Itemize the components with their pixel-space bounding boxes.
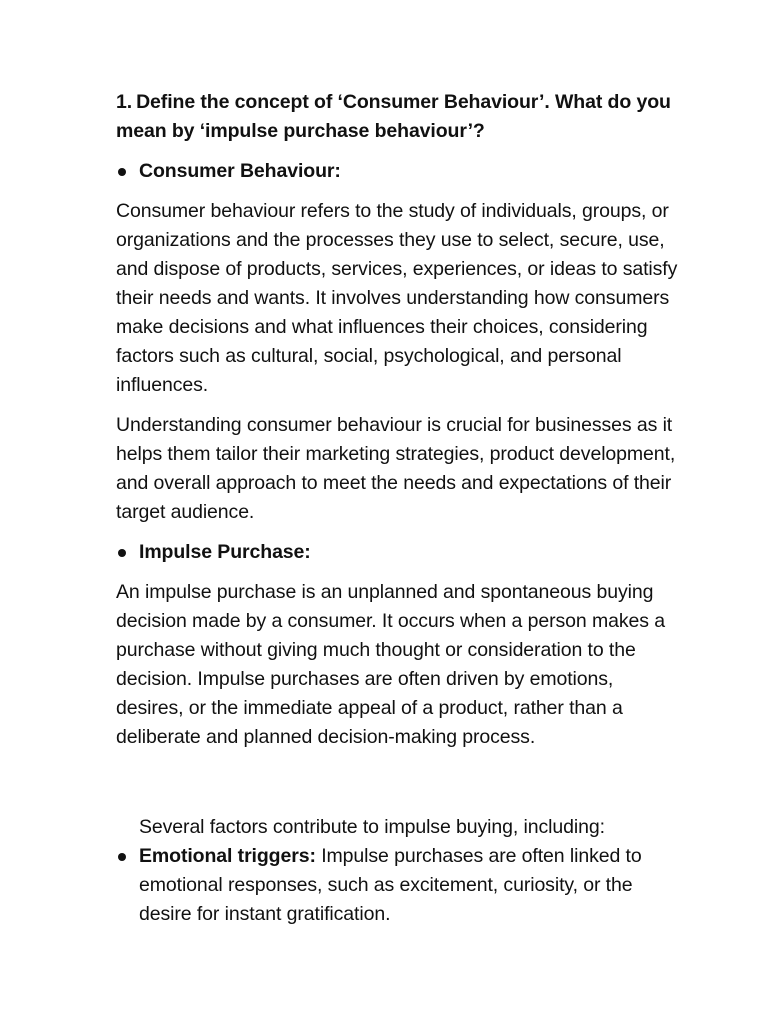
question-heading [116, 88, 678, 146]
bullet-emotional-triggers [116, 842, 678, 929]
bullet-impulse-purchase [116, 538, 678, 567]
question-text: Define the concept of ‘Consumer Behaviour’. What do you mean by ‘impulse purchase behaviour’? [116, 91, 671, 142]
bullet-icon [118, 168, 126, 176]
section-heading-impulse-purchase: Impulse Purchase: [139, 541, 311, 563]
bullet-icon [118, 853, 126, 861]
impulse-purchase-paragraph: An impulse purchase is an unplanned and spontaneous buying decision made by a consumer. It occurs when a person makes a purchase without giving much thought or consideration to the decision. Impulse purchases are often driven by emotions, desires, or the immediate appeal of a product, rather than a deliberate and planned decision-making process. [116, 581, 665, 748]
factors-intro: Several factors contribute to impulse buying, including: [139, 816, 605, 838]
factor-term: Emotional triggers: [139, 845, 316, 867]
consumer-behaviour-paragraph-2: Understanding consumer behaviour is crucial for businesses as it helps them tailor their marketing strategies, product development, and overall approach to meet the needs and expectations of their target audience. [116, 414, 676, 523]
spacer [116, 763, 678, 813]
document-content [116, 88, 678, 940]
section-heading-consumer-behaviour: Consumer Behaviour: [139, 160, 341, 182]
bullet-consumer-behaviour [116, 157, 678, 186]
question-number: 1. [116, 91, 133, 113]
factor-text: Impulse purchases are often linked to emotional responses, such as excitement, curiosity, or the desire for instant gratification. [139, 845, 642, 925]
consumer-behaviour-paragraph-1: Consumer behaviour refers to the study of individuals, groups, or organizations and the processes they use to select, secure, use, and dispose of products, services, experiences, or ideas to satisfy their needs and wants. It involves understanding how consumers make decisions and what influences their choices, considering factors such as cultural, social, psychological, and personal influences. [116, 200, 678, 396]
bullet-icon [118, 549, 126, 557]
